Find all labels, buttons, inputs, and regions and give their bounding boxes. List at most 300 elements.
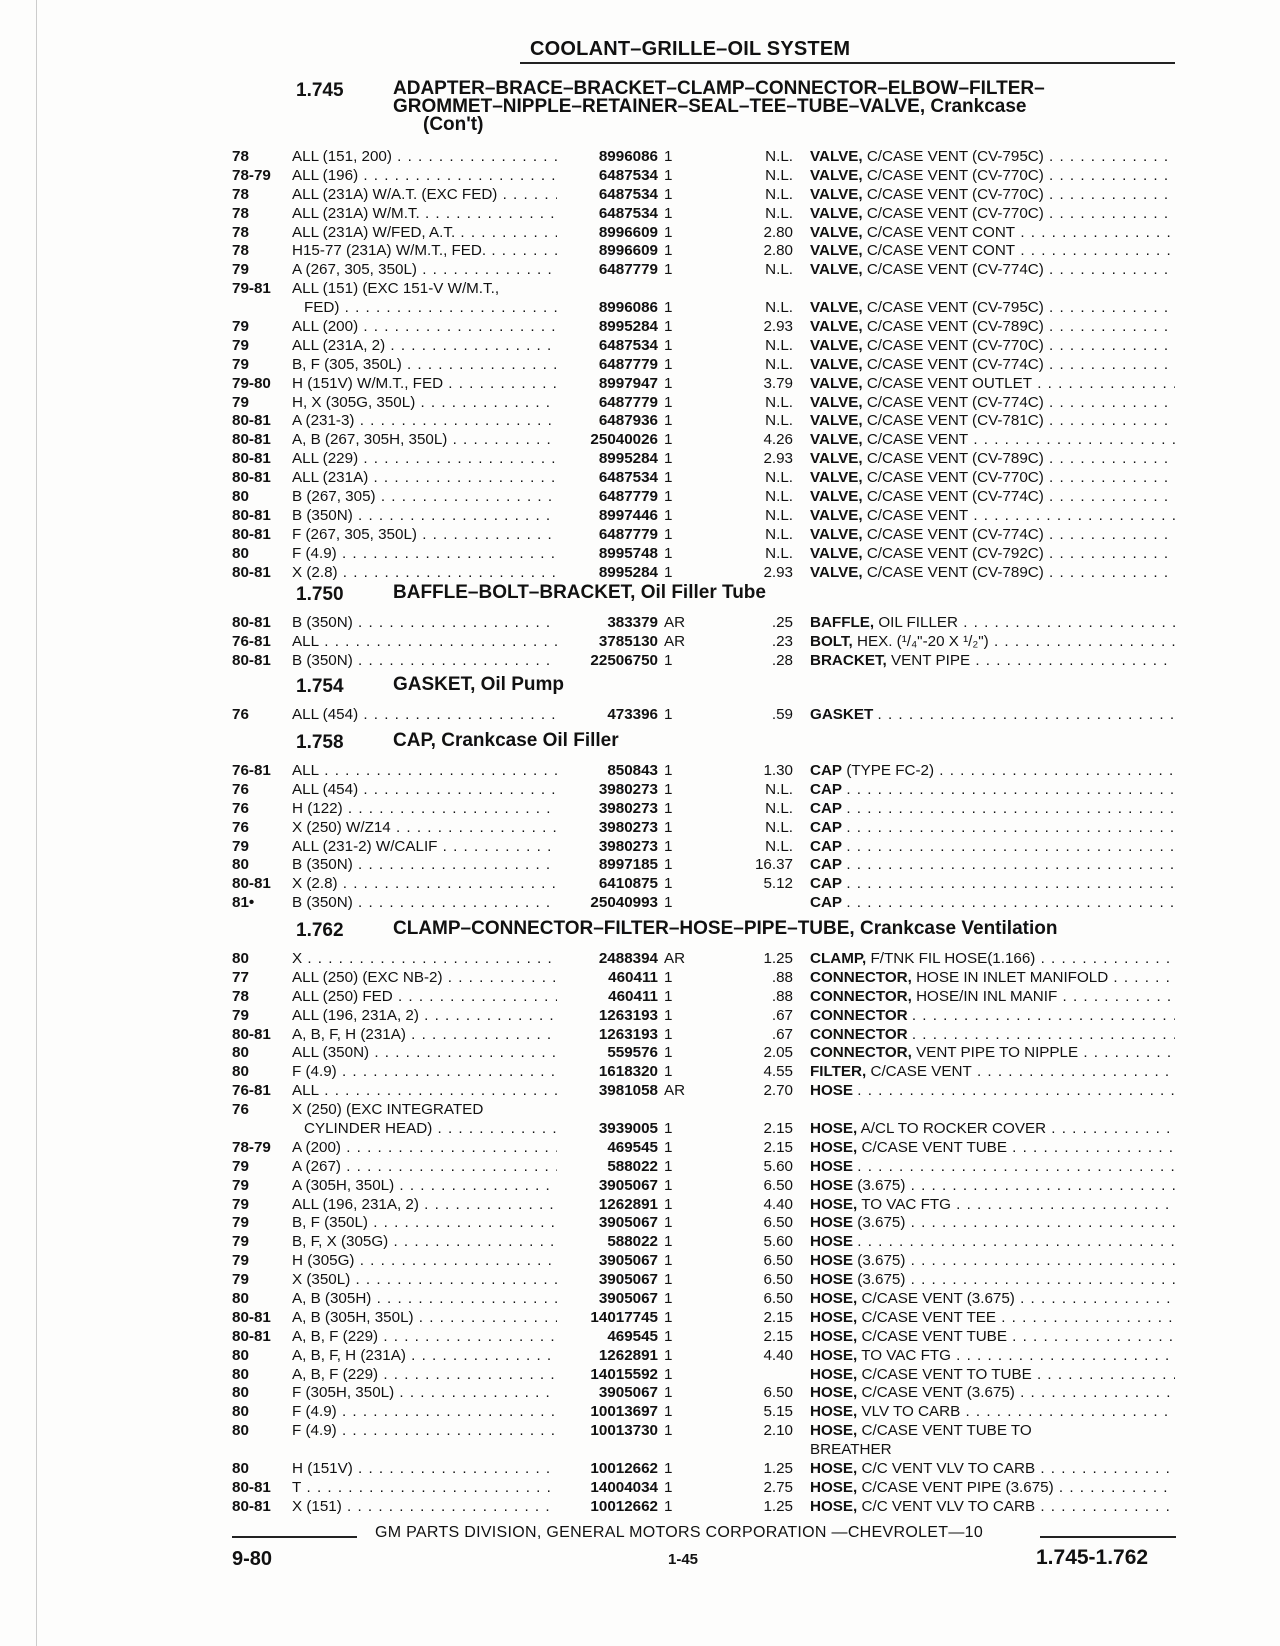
description: [810, 1460, 1175, 1479]
table-row: [0, 1252, 1280, 1271]
description: [810, 652, 1175, 671]
description-keyword: CAP: [810, 762, 843, 779]
description: [810, 1196, 1175, 1215]
section-number: 1.762: [296, 920, 344, 941]
part-number: 10012662: [590, 1460, 658, 1478]
description-text: (3.675) . . .: [857, 1252, 1175, 1269]
table-row: [0, 412, 1280, 431]
table-row: [0, 614, 1280, 633]
description-keyword: HOSE,: [810, 1365, 858, 1383]
description-keyword: VALVE,: [810, 148, 863, 165]
model-year: 80-81: [232, 1308, 271, 1326]
description-keyword: VALVE,: [810, 488, 863, 506]
application: A (200) . . .: [292, 1139, 557, 1158]
model-year: 76: [232, 1101, 249, 1119]
list-price: N.L.: [765, 837, 793, 855]
application: ALL (350N) . . .: [292, 1044, 557, 1063]
description: [810, 148, 1175, 167]
part-number: 3905067: [598, 1214, 658, 1232]
part-number: 8995284: [598, 318, 658, 336]
application: ALL (151) (EXC 151-V W/M.T.,: [292, 280, 500, 298]
description: [810, 633, 1175, 652]
application: A, B, F (229) . . .: [292, 1366, 557, 1385]
description-text: C/CASE VENT (CV-770C) . . .: [867, 337, 1175, 354]
description: [810, 1422, 1175, 1441]
part-number: 588022: [607, 1233, 658, 1251]
section-title: [393, 920, 1057, 938]
list-price: N.L.: [765, 393, 793, 411]
list-price: 4.55: [763, 1063, 793, 1081]
part-number: 6487779: [598, 525, 658, 543]
description-keyword: HOSE,: [810, 1422, 858, 1440]
application: X . . .: [292, 950, 557, 969]
model-year: 80-81: [232, 525, 271, 543]
table-row: [0, 800, 1280, 819]
parts-table: [0, 614, 1280, 671]
footer-rule-right: [1040, 1536, 1176, 1538]
description: [810, 564, 1175, 583]
description: [810, 1479, 1175, 1498]
part-number: 460411: [608, 968, 658, 986]
description-text: C/CASE VENT (CV-789C) . . .: [867, 564, 1175, 581]
section-title: [393, 676, 564, 694]
list-price: .28: [771, 651, 793, 669]
application: FED) . . .: [292, 299, 557, 318]
part-number: 3905067: [598, 1290, 658, 1308]
description-text: VENT PIPE TO NIPPLE . . .: [916, 1044, 1175, 1061]
model-year: 78-79: [232, 1138, 271, 1156]
application: ALL (196, 231A, 2) . . .: [292, 1007, 557, 1026]
application: X (2.8) . . .: [292, 564, 557, 583]
description-keyword: GASKET: [810, 706, 874, 723]
description-text: C/CASE VENT . . .: [867, 507, 1175, 524]
application: F (4.9) . . .: [292, 1403, 557, 1422]
list-price: .67: [771, 1006, 793, 1024]
description-text: HOSE IN INLET MANIFOLD . . .: [916, 969, 1175, 986]
description-text: C/C VENT VLV TO CARB . . .: [862, 1460, 1176, 1477]
quantity: 1: [664, 856, 673, 874]
application: ALL (196, 231A, 2) . . .: [292, 1196, 557, 1215]
part-number: 6487534: [598, 185, 658, 203]
quantity: 1: [664, 525, 673, 543]
description-text: HEX. (¹/₄"-20 X ¹/₂") . . .: [857, 633, 1175, 650]
description-text: [878, 706, 1175, 723]
part-number: 10013697: [590, 1403, 658, 1421]
table-row: [0, 1498, 1280, 1517]
part-number: 460411: [608, 987, 658, 1005]
model-year: 80-81: [232, 506, 271, 524]
application: A, B (305H, 350L) . . .: [292, 1309, 557, 1328]
model-year: 79: [232, 1195, 249, 1213]
list-price: 1.25: [763, 1497, 793, 1515]
description: [810, 894, 1175, 913]
application: ALL (231A) W/FED, A.T. . . .: [292, 224, 557, 243]
quantity: 1: [664, 1384, 673, 1402]
model-year: 81•: [232, 894, 255, 912]
description-text: C/CASE VENT TUBE . . .: [862, 1139, 1176, 1156]
quantity: 1: [664, 651, 673, 669]
description: [810, 318, 1175, 337]
description-keyword: VALVE,: [810, 506, 863, 524]
part-number: 8997446: [598, 506, 658, 524]
section-title: [393, 80, 1045, 134]
quantity: 1: [664, 563, 673, 581]
description-text: [846, 894, 1175, 911]
quantity: 1: [664, 1365, 673, 1383]
quantity: 1: [664, 336, 673, 354]
model-year: 78-79: [232, 166, 271, 184]
part-number: 559576: [607, 1044, 658, 1062]
description-keyword: VALVE,: [810, 318, 863, 336]
application: X (250) (EXC INTEGRATED: [292, 1101, 484, 1119]
description: [810, 1271, 1175, 1290]
table-row: [0, 1290, 1280, 1309]
description: [810, 507, 1175, 526]
part-number: 1263193: [598, 1025, 658, 1043]
quantity: AR: [664, 614, 686, 631]
list-price: N.L.: [765, 525, 793, 543]
table-row: [0, 1139, 1280, 1158]
part-number: 8995284: [598, 563, 658, 581]
application: ALL (231A, 2) . . .: [292, 337, 557, 356]
application: ALL (231A) W/A.T. (EXC FED) . . .: [292, 186, 557, 205]
table-row: [0, 469, 1280, 488]
description: [810, 205, 1175, 224]
application: ALL (151, 200) . . .: [292, 148, 557, 167]
list-price: 4.40: [763, 1346, 793, 1364]
quantity: 1: [664, 968, 673, 986]
application: B, F (350L) . . .: [292, 1214, 557, 1233]
table-row: [0, 1082, 1280, 1101]
application: A, B (305H) . . .: [292, 1290, 557, 1309]
table-row: [0, 838, 1280, 857]
application: F (267, 305, 350L) . . .: [292, 526, 557, 545]
description-text: VENT PIPE . . .: [891, 652, 1175, 669]
quantity: 1: [664, 393, 673, 411]
section-title: [393, 732, 619, 750]
list-price: 2.05: [763, 1044, 793, 1062]
table-row: [0, 950, 1280, 969]
quantity: 1: [664, 875, 673, 893]
list-price: 1.25: [763, 1460, 793, 1478]
quantity: 1: [664, 818, 673, 836]
model-year: 80-81: [232, 431, 271, 449]
description-keyword: VALVE,: [810, 450, 863, 468]
table-row: [0, 242, 1280, 261]
description-keyword: HOSE: [810, 1082, 854, 1100]
description-text: C/CASE VENT PIPE (3.675) . . .: [862, 1479, 1176, 1496]
quantity: 1: [664, 987, 673, 1005]
model-year: 76: [232, 780, 249, 798]
list-price: N.L.: [765, 469, 793, 487]
description-keyword: CONNECTOR,: [810, 1044, 912, 1062]
table-row: [0, 988, 1280, 1007]
application: ALL (196) . . .: [292, 167, 557, 186]
model-year: 80: [232, 1365, 249, 1383]
table-row: [0, 318, 1280, 337]
list-price: 6.50: [763, 1214, 793, 1232]
application: B (267, 305) . . .: [292, 488, 557, 507]
application: H15-77 (231A) W/M.T., FED. . . .: [292, 242, 557, 261]
description: [810, 356, 1175, 375]
description: [810, 1233, 1175, 1252]
description-keyword: CAP: [810, 856, 843, 874]
description: [810, 1139, 1175, 1158]
application: ALL . . .: [292, 1082, 557, 1101]
application: A (231-3) . . .: [292, 412, 557, 431]
part-number: 6487534: [598, 469, 658, 487]
list-price: 2.93: [763, 318, 793, 336]
list-price: 2.93: [763, 450, 793, 468]
application: ALL . . .: [292, 762, 557, 781]
model-year: 80: [232, 1290, 249, 1308]
description-text: [846, 875, 1175, 892]
description-keyword: CONNECTOR: [810, 1006, 908, 1024]
description-text: C/CASE VENT (CV-792C) . . .: [867, 545, 1175, 562]
description: [810, 299, 1175, 318]
description-keyword: VALVE,: [810, 242, 863, 260]
description-keyword: HOSE,: [810, 1138, 858, 1156]
description-text: C/CASE VENT TO TUBE . . .: [862, 1366, 1176, 1383]
parts-table: [0, 762, 1280, 913]
application: A, B, F (229) . . .: [292, 1328, 557, 1347]
model-year: 80-81: [232, 1025, 271, 1043]
model-year: 79: [232, 1176, 249, 1194]
quantity: 1: [664, 780, 673, 798]
application: ALL (231A) . . .: [292, 469, 557, 488]
part-number: 469545: [607, 1327, 658, 1345]
description: [810, 614, 1175, 633]
part-number: 22506750: [590, 651, 658, 669]
table-row: [0, 1366, 1280, 1385]
quantity: 1: [664, 185, 673, 203]
part-number: 6410875: [598, 875, 658, 893]
part-number: 3980273: [598, 799, 658, 817]
table-row: [0, 1214, 1280, 1233]
description-text: C/CASE VENT (CV-774C) . . .: [867, 394, 1175, 411]
quantity: 1: [664, 1346, 673, 1364]
application: H, X (305G, 350L) . . .: [292, 394, 557, 413]
table-row: [0, 762, 1280, 781]
quantity: 1: [664, 223, 673, 241]
table-row: [0, 1158, 1280, 1177]
part-number: 1262891: [598, 1346, 658, 1364]
description-keyword: HOSE,: [810, 1327, 858, 1345]
model-year: 79: [232, 1157, 249, 1175]
part-number: 1263193: [598, 1006, 658, 1024]
description-keyword: VALVE,: [810, 336, 863, 354]
application: F (4.9) . . .: [292, 545, 557, 564]
application: H (151V) W/M.T., FED . . .: [292, 375, 557, 394]
list-price: 4.40: [763, 1195, 793, 1213]
description-keyword: BOLT,: [810, 632, 853, 650]
part-number: 6487779: [598, 393, 658, 411]
list-price: 2.15: [763, 1120, 793, 1138]
description-keyword: VALVE,: [810, 563, 863, 581]
description-text: C/CASE VENT (CV-770C) . . .: [867, 167, 1175, 184]
table-row: [0, 1063, 1280, 1082]
table-row: [0, 205, 1280, 224]
part-number: 1262891: [598, 1195, 658, 1213]
description: [810, 469, 1175, 488]
list-price: .88: [771, 968, 793, 986]
table-row: [0, 261, 1280, 280]
model-year: 80: [232, 1063, 249, 1081]
part-number: 3980273: [598, 780, 658, 798]
quantity: AR: [664, 1082, 686, 1100]
model-year: 80: [232, 544, 249, 562]
list-price: 2.10: [763, 1422, 793, 1440]
list-price: N.L.: [765, 185, 793, 203]
table-row: [0, 1479, 1280, 1498]
application: B (350N) . . .: [292, 614, 557, 633]
description: [810, 762, 1175, 781]
table-row: [0, 431, 1280, 450]
description: [810, 969, 1175, 988]
description: [810, 1082, 1175, 1101]
quantity: 1: [664, 1120, 673, 1138]
model-year: 80-81: [232, 875, 271, 893]
description-text: (3.675) . . .: [857, 1214, 1175, 1231]
parts-table: [0, 148, 1280, 582]
quantity: 1: [664, 762, 673, 779]
table-row: [0, 224, 1280, 243]
application: CYLINDER HEAD) . . .: [292, 1120, 557, 1139]
application: A, B, F, H (231A) . . .: [292, 1347, 557, 1366]
quantity: 1: [664, 1460, 673, 1478]
model-year: 80-81: [232, 1327, 271, 1345]
table-row: [0, 545, 1280, 564]
header-rule: [520, 62, 1175, 64]
list-price: 5.60: [763, 1157, 793, 1175]
part-number: 25040026: [590, 431, 658, 449]
model-year: 80-81: [232, 469, 271, 487]
description-text: VLV TO CARB . . .: [862, 1403, 1176, 1420]
part-number: 469545: [607, 1138, 658, 1156]
description-keyword: HOSE,: [810, 1195, 858, 1213]
description-text: C/C VENT VLV TO CARB . . .: [862, 1498, 1176, 1515]
description-keyword: VALVE,: [810, 355, 863, 373]
application: ALL . . .: [292, 633, 557, 652]
description-text: C/CASE VENT (CV-789C) . . .: [867, 450, 1175, 467]
list-price: N.L.: [765, 261, 793, 279]
table-row: [0, 819, 1280, 838]
description-text: C/CASE VENT OUTLET . . .: [867, 375, 1175, 392]
description-text: C/CASE VENT (CV-774C) . . .: [867, 356, 1175, 373]
table-row: [0, 1026, 1280, 1045]
description-text: C/CASE VENT (CV-770C) . . .: [867, 186, 1175, 203]
description-keyword: CAP: [810, 799, 843, 817]
description: [810, 1044, 1175, 1063]
table-row: [0, 1233, 1280, 1252]
list-price: N.L.: [765, 544, 793, 562]
part-number: 14017745: [590, 1308, 658, 1326]
table-row: [0, 652, 1280, 671]
quantity: 1: [664, 1497, 673, 1515]
section-continued: (Con't): [423, 114, 484, 135]
table-row: [0, 375, 1280, 394]
list-price: N.L.: [765, 412, 793, 430]
table-row: [0, 507, 1280, 526]
description-keyword: HOSE,: [810, 1290, 858, 1308]
quantity: 1: [664, 355, 673, 373]
model-year: 79: [232, 1006, 249, 1024]
quantity: 1: [664, 204, 673, 222]
description-text: C/CASE VENT (3.675) . . .: [862, 1384, 1176, 1401]
list-price: N.L.: [765, 506, 793, 524]
description: [810, 1441, 1175, 1460]
table-row: [0, 969, 1280, 988]
description-text: C/CASE VENT CONT . . .: [867, 224, 1175, 241]
part-number: 6487779: [598, 488, 658, 506]
description-keyword: VALVE,: [810, 393, 863, 411]
part-number: 10013730: [590, 1422, 658, 1440]
footer-group-range: 1.745-1.762: [1036, 1546, 1149, 1569]
list-price: .59: [771, 706, 793, 723]
model-year: 79: [232, 1252, 249, 1270]
description-text: HOSE/IN INL MANIF . . .: [916, 988, 1175, 1005]
parts-table: [0, 706, 1280, 725]
description-keyword: CAP: [810, 875, 843, 893]
application: B (350N) . . .: [292, 652, 557, 671]
description: [810, 1366, 1175, 1385]
model-year: 80-81: [232, 450, 271, 468]
model-year: 80: [232, 1384, 249, 1402]
footer-date: 9-80: [232, 1548, 273, 1570]
table-row: [0, 706, 1280, 725]
list-price: 6.50: [763, 1176, 793, 1194]
description-text: C/CASE VENT (CV-770C) . . .: [867, 205, 1175, 222]
description: [810, 800, 1175, 819]
application: ALL (454) . . .: [292, 781, 557, 800]
description-keyword: FILTER,: [810, 1063, 867, 1081]
quantity: 1: [664, 837, 673, 855]
description-text: C/CASE VENT (CV-795C) . . .: [867, 148, 1175, 165]
part-number: 850843: [607, 762, 658, 779]
table-row: [0, 1403, 1280, 1422]
application: B (350N) . . .: [292, 894, 557, 913]
description-keyword: VALVE,: [810, 469, 863, 487]
model-year: 78: [232, 148, 249, 165]
description-keyword: HOSE,: [810, 1346, 858, 1364]
description-text: (3.675) . . .: [857, 1271, 1175, 1288]
table-row: [0, 1196, 1280, 1215]
model-year: 80: [232, 1346, 249, 1364]
description-text: C/CASE VENT (CV-774C) . . .: [867, 261, 1175, 278]
application: X (2.8) . . .: [292, 875, 557, 894]
part-number: 8995284: [598, 450, 658, 468]
application: A (267, 305, 350L) . . .: [292, 261, 557, 280]
table-row: [0, 1101, 1280, 1120]
table-row: [0, 1460, 1280, 1479]
description-keyword: CONNECTOR,: [810, 968, 912, 986]
quantity: 1: [664, 1176, 673, 1194]
description: [810, 375, 1175, 394]
description-text: [857, 1158, 1175, 1175]
table-row: [0, 1309, 1280, 1328]
model-year: 80-81: [232, 1478, 271, 1496]
part-number: 25040993: [590, 894, 658, 912]
application: ALL (231-2) W/CALIF . . .: [292, 838, 557, 857]
part-number: 3980273: [598, 837, 658, 855]
description: [810, 412, 1175, 431]
list-price: 1.25: [763, 950, 793, 967]
description-text: C/CASE VENT (CV-789C) . . .: [867, 318, 1175, 335]
description-keyword: CAP: [810, 837, 843, 855]
part-number: 8995748: [598, 544, 658, 562]
model-year: 76-81: [232, 1082, 271, 1100]
description-text: [857, 1082, 1175, 1099]
